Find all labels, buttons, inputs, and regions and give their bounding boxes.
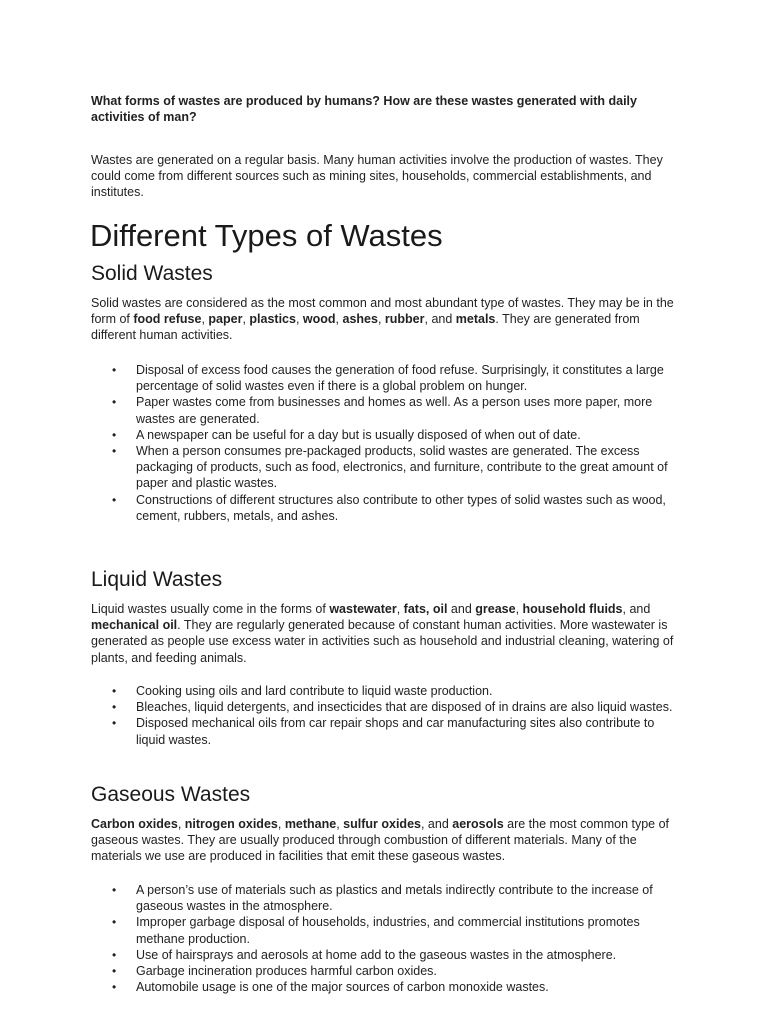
list-item: • A newspaper can be useful for a day but is usually disposed of when out of date.	[136, 427, 676, 443]
solid-wastes-heading: Solid Wastes	[91, 262, 213, 285]
liquid-wastes-paragraph: Liquid wastes usually come in the forms of wastewater, fats, oil and grease, household fluids, and mechanical oil. They are regularly generated because of constant human activities. More wastewater is generated as people use excess water in activities such as household and industrial cleaning, watering of plants, and feeding animals.	[91, 602, 674, 665]
list-item: • Constructions of different structures also contribute to other types of solid wastes such as wood, cement, rubbers, metals, and ashes.	[136, 492, 676, 524]
gaseous-wastes-list	[91, 882, 676, 995]
gaseous-wastes-paragraph: Carbon oxides, nitrogen oxides, methane, sulfur oxides, and aerosols are the most common type of gaseous wastes. They are usually produced through combustion of different materials. Many of the materials we use are produced in facilities that emit these gaseous wastes.	[91, 817, 670, 864]
list-item: • Automobile usage is one of the major sources of carbon monoxide wastes.	[136, 979, 676, 995]
intro-paragraph: Wastes are generated on a regular basis. Many human activities involve the production of wastes. They could come from different sources such as mining sites, households, commercial establishments, and institutes.	[91, 153, 663, 200]
list-item: • When a person consumes pre-packaged products, solid wastes are generated. The excess packaging of products, such as food, electronics, and furniture, contribute to the great amount of paper and plastic wastes.	[136, 443, 676, 492]
gaseous-wastes-heading: Gaseous Wastes	[91, 783, 251, 806]
solid-wastes-paragraph: Solid wastes are considered as the most common and most abundant type of wastes. They may be in the form of food refuse, paper, plastics, wood, ashes, rubber, and metals. They are generated from different human activities.	[91, 296, 674, 343]
list-item: • Disposed mechanical oils from car repair shops and car manufacturing sites also contribute to liquid wastes.	[136, 715, 676, 747]
list-item: • Cooking using oils and lard contribute to liquid waste production.	[136, 683, 676, 699]
list-item: • Garbage incineration produces harmful carbon oxides.	[136, 963, 676, 979]
solid-wastes-list	[91, 362, 676, 524]
list-item: • Paper wastes come from businesses and homes as well. As a person uses more paper, more wastes are generated.	[136, 394, 676, 426]
list-item: • A person’s use of materials such as plastics and metals indirectly contribute to the increase of gaseous wastes in the atmosphere.	[136, 882, 676, 914]
question-text: What forms of wastes are produced by humans? How are these wastes generated with daily activities of man?	[91, 94, 637, 124]
list-item: • Disposal of excess food causes the generation of food refuse. Surprisingly, it constitutes a large percentage of solid wastes even if there is a global problem on hunger.	[136, 362, 676, 394]
liquid-wastes-list	[91, 683, 676, 748]
main-heading: Different Types of Wastes	[90, 218, 443, 253]
list-item: • Improper garbage disposal of households, industries, and commercial institutions promotes methane production.	[136, 914, 676, 946]
liquid-wastes-heading: Liquid Wastes	[91, 568, 223, 591]
list-item: • Bleaches, liquid detergents, and insecticides that are disposed of in drains are also liquid wastes.	[136, 699, 676, 715]
list-item: • Use of hairsprays and aerosols at home add to the gaseous wastes in the atmosphere.	[136, 947, 676, 963]
